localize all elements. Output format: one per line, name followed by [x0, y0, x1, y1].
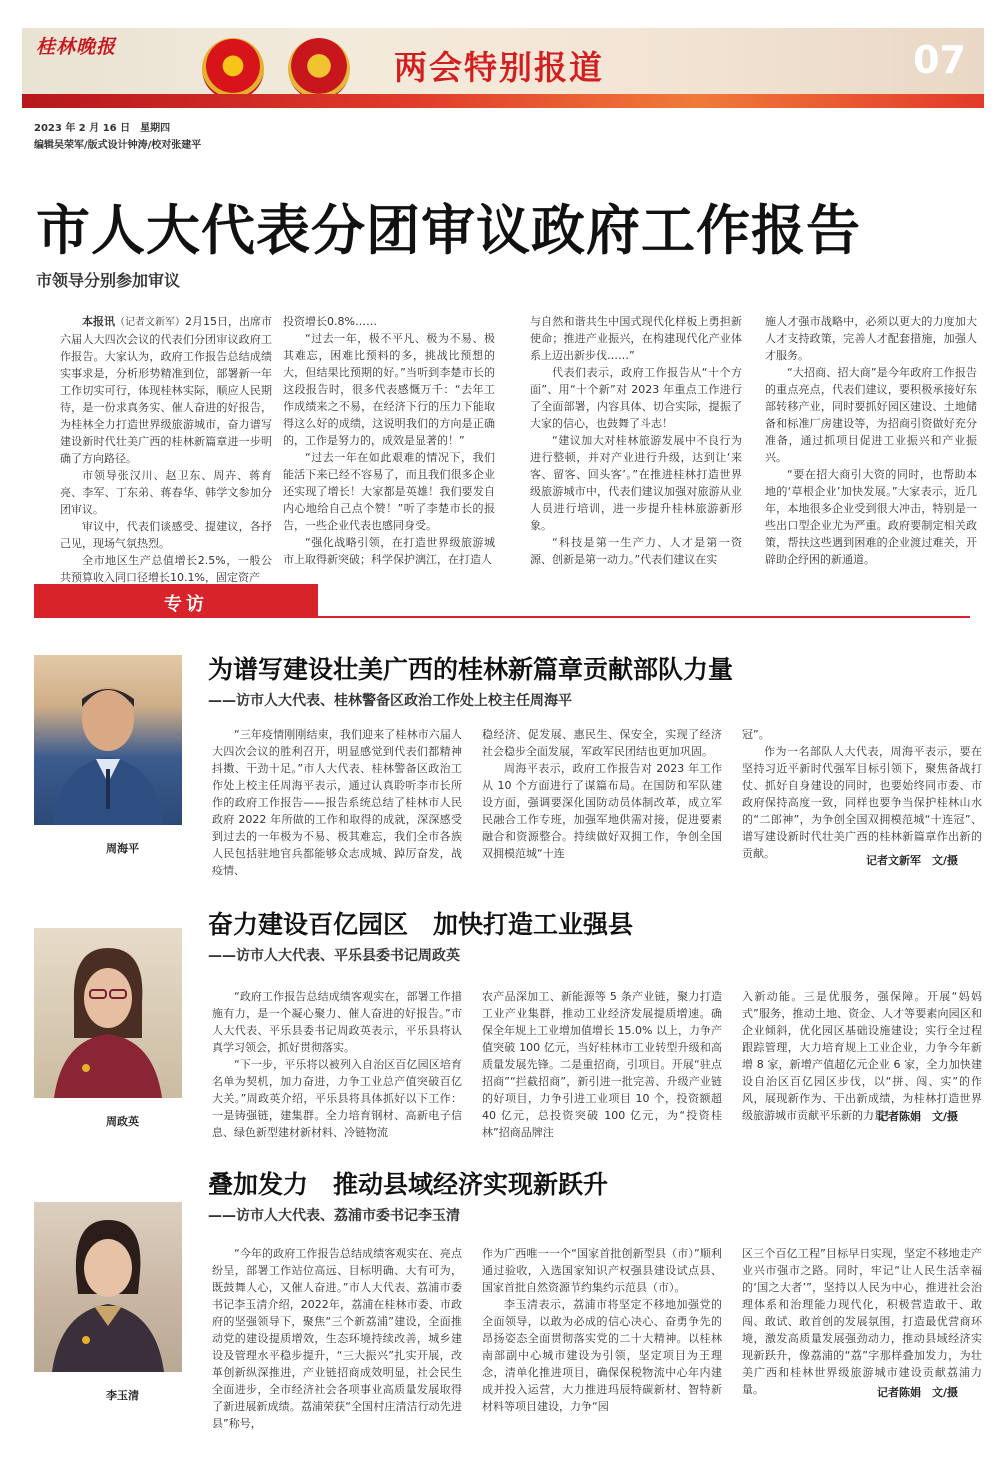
- interview-title: 叠加发力 推动县域经济实现新跃升: [208, 1170, 609, 1199]
- paragraph: “过去一年，极不平凡、极为不易、极其难忘，困难比预料的多，挑战比预想的大，但结果比预期的好。”当听到李楚市长的这段报告时，很多代表感慨万千：“去年工作成绩来之不易，在经济下行的压力下能取得这么好的成绩，这说明我们的方向是正确的，工作是努力的，成效是显著的！”: [283, 332, 495, 447]
- interview-column: [482, 988, 722, 1141]
- interview-subtitle: ——访市人大代表、平乐县委书记周政英: [208, 948, 460, 964]
- section-title: 两会特别报道: [394, 48, 604, 87]
- newspaper-logo: 桂林晚报: [36, 36, 117, 58]
- interview-column: [482, 1245, 722, 1415]
- interview-column: [212, 726, 462, 879]
- paragraph: “今年的政府工作报告总结成绩客观实在、亮点纷呈，部署工作站位高远、目标明确、大有可为，既鼓舞人心，又催人奋进。”市人大代表、荔浦市委书记李玉清介绍，2022年，荔浦在桂林市委、市政府的坚强领导下，聚焦“三个新荔浦”建设，全面推动党的建设提质增效，生态环境持续改善，城乡建设及管理水平稳步提升，“三大振兴”扎实开展，改革创新纵深推进，产业链招商成效明显，社会民生全面进步，全市经济社会各项事业高质量发展取得了新进展新成绩。荔浦荣获“全国村庄清洁行动先进县”称号，: [212, 1247, 462, 1430]
- interview-column: [212, 988, 462, 1141]
- byline: 记者陈娟 文/摄: [876, 1110, 958, 1123]
- paragraph: 冠”。: [742, 728, 770, 741]
- paragraph: 2月15日，出席市六届人大四次会议的代表们分团审议政府工作报告。大家认为，政府工作报告总结成绩实事求是，分析形势精准到位，部署新一年工作切实可行，体现桂林实际，顺应人民期待，是一份求真务实、催人奋进的好报告，为桂林全力打造世界级旅游城市，奋力谱写建设新时代壮美广西的桂林新篇章进一步明确了方向路径。: [60, 315, 272, 465]
- paragraph: “下一步，平乐将以被列入自治区百亿园区培育名单为契机，加力奋进，力争工业总产值突破百亿大关。”周政英介绍，平乐县将具体抓好以下工作：一是铸强链，建集群。全力培育钢材、高新电子信息、绿色新型建材新材料、冷链物流: [212, 1058, 462, 1139]
- masthead-stripe: [22, 94, 984, 108]
- paragraph: 作为广西唯一一个“国家首批创新型县（市）”顺利通过验收，入选国家知识产权强县建设试点县、国家首批自然资源节约集约示范县（市）。: [482, 1247, 722, 1294]
- masthead: [22, 28, 984, 108]
- cppcc-emblem-icon: [288, 38, 350, 100]
- paragraph: 施人才强市战略中，必须以更大的力度加大人才支持政策，完善人才配套措施，加强人才服务。: [765, 315, 977, 362]
- paragraph: “强化战略引领，在打造世界级旅游城市上取得新突破；科学保护漓江，在打造人: [283, 536, 495, 566]
- interview-title: 为谱写建设壮美广西的桂林新篇章贡献部队力量: [208, 655, 734, 684]
- portrait-photo: [34, 655, 182, 825]
- paragraph: “要在招大商引大资的同时，也帮助本地的‘草根企业’加快发展。”大家表示，近几年，本地很多企业受到很大冲击，特别是一些出口型企业尤为严重。政府要制定相关政策，帮扶这些遇到困难的企业渡过难关，开辟助企纾困的新通道。: [765, 468, 977, 566]
- banner-rule: [318, 616, 970, 618]
- dateline-tag: 本报讯: [82, 315, 115, 328]
- main-article-column-1: [60, 313, 272, 586]
- paragraph: “政府工作报告总结成绩客观实在，部署工作措施有力，是一个凝心聚力、催人奋进的好报告。”市人大代表、平乐县委书记周政英表示，平乐县将认真学习领会，抓好贯彻落实。: [212, 990, 462, 1054]
- portrait-photo: [34, 928, 182, 1098]
- interview-column: [482, 726, 722, 862]
- portrait-figure-icon: [34, 655, 182, 825]
- paragraph: 审议中，代表们谈感受、提建议，各抒己见，现场气氛热烈。: [60, 520, 272, 550]
- national-emblem-icon: [202, 38, 264, 100]
- editor-line: 编辑吴荣军/版式设计钟涛/校对张建平: [34, 140, 202, 151]
- portrait-photo: [34, 1202, 182, 1372]
- interview-column: [742, 726, 982, 862]
- byline: 记者陈娟 文/摄: [876, 1386, 958, 1399]
- dateline-reporter: （记者文新军）: [115, 317, 185, 328]
- paragraph: 代表们表示，政府工作报告从“十个方面”、用“十个新”对 2023 年重点工作进行了全面部署，内容具体、切合实际，提振了大家的信心，也鼓舞了斗志！: [530, 366, 742, 430]
- paragraph: 区三个百亿工程”目标早日实现，坚定不移地走产业兴市强市之路。同时，牢记“让人民生活幸福的‘国之大者’”，坚持以人民为中心，推进社会治理体系和治理能力现代化，积极营造敢干、敢闯、敢试、敢首创的发展氛围，打造最优营商环境，激发高质量发展强劲动力，推动县域经济实现新跃升，像荔浦的“荔”字那样叠加发力，为壮美广西和桂林世界级旅游城市建设贡献荔浦力量。: [742, 1247, 982, 1396]
- paragraph: 李玉清表示，荔浦市将坚定不移地加强党的全面领导，以敢为必成的信心决心、奋勇争先的昂扬姿态全面贯彻落实党的二十大精神。以桂林南部副中心城市建设为引领，坚定项目为王理念，清单化推进项目，确保保税物流中心年内建成并投入运营，大力推进玛辰特碳新材、智特新材料等项目建设，力争“园: [482, 1298, 722, 1413]
- paragraph: 稳经济、促发展、惠民生、保安全，实现了经济社会稳步全面发展，军政军民团结也更加巩固。: [482, 728, 722, 758]
- banner-label: 专访: [164, 594, 208, 615]
- photo-caption: 周海平: [106, 842, 139, 855]
- date-line: 2023 年 2 月 16 日 星期四: [34, 123, 171, 134]
- paragraph: “大招商、招大商”是今年政府工作报告的重点亮点，代表们建议，要积极承接好东部转移产业，同时要抓好园区建设、土地储备和标准厂房建设等，为招商引资做好充分准备，通过抓项目促进工业振兴和产业振兴。: [765, 366, 977, 464]
- paragraph: “过去一年在如此艰难的情况下，我们能活下来已经不容易了，而且我们很多企业还实现了增长！大家都是英雄！我们要发自内心地给自己点个赞！”听了李楚市长的报告，一些企业代表也感同身受。: [283, 451, 495, 532]
- interview-subtitle: ——访市人大代表、桂林警备区政治工作处上校主任周海平: [208, 693, 572, 709]
- paragraph: 农产品深加工、新能源等 5 条产业链，聚力打造工业产业集群，推动工业经济发展提质增速。确保全年规上工业增加值增长 15.0% 以上，力争产值突破 100 亿元，当好桂林市工业转型升级和高质量发展先锋。二是重招商，引项目。开展“驻点招商”“拦截招商”，新引进一批完善、升级产业链的好项目，力争引进工业项目 10 个，投资额超 40 亿元，总投资突破 100 亿元，为“投资桂林”招商品牌注: [482, 990, 722, 1139]
- interview-column: [742, 988, 982, 1124]
- paragraph: 与自然和谐共生中国式现代化样板上勇担新使命；推进产业振兴，在构建现代化产业体系上迈出新步伐……”: [530, 315, 742, 362]
- paragraph: 入新动能。三是优服务，强保障。开展“妈妈式”服务，推动土地、资金、人才等要素向园区和企业倾斜，优化园区基础设施建设；实行全过程跟踪管理，大力培育规上工业企业，力争今年新增 8 家，新增产值超亿元企业 6 家，全力加快建设自治区百亿园区步伐，以“拼、闯、实”的作风，展现新作为、干出新成绩，为桂林打造世界级旅游城市贡献平乐新的力量！: [742, 990, 982, 1122]
- paragraph: 作为一名部队人大代表，周海平表示，要在坚持习近平新时代强军目标引领下，聚焦备战打仗、抓好自身建设的同时，也要始终同市委、市政府保持高度一致，同样也要争当保护桂林山水的“二郎神”，为争创全国双拥模范城“十连冠”、谱写建设新时代壮美广西的桂林新篇章作出新的贡献。: [742, 745, 982, 860]
- paragraph: “建议加大对桂林旅游发展中不良行为进行整顿，并对产业进行升级，达到让‘来客、留客、回头客’。”在推进桂林打造世界级旅游城市中，代表们建议加强对旅游从业人员进行培训，进一步提升桂林旅游新形象。: [530, 434, 742, 532]
- paragraph: 投资增长0.8%……: [283, 315, 377, 328]
- paragraph: 全市地区生产总值增长2.5%，一般公共预算收入同口径增长10.1%，固定资产: [60, 554, 272, 584]
- main-headline: 市人大代表分团审议政府工作报告: [36, 199, 861, 262]
- main-article-column-3: [530, 313, 742, 568]
- byline: 记者文新军 文/摄: [865, 854, 958, 867]
- interview-subtitle: ——访市人大代表、荔浦市委书记李玉清: [208, 1208, 460, 1224]
- paragraph: “三年疫情刚刚结束，我们迎来了桂林市六届人大四次会议的胜利召开，明显感觉到代表们都精神抖擞、干劲十足。”市人大代表、桂林警备区政治工作处上校主任周海平表示，通过认真聆听李市长所作的政府工作报告——报告系统总结了桂林市人民政府 2022 年所做的工作和取得的成就，深深感受到过去的一年极为不易、极其难忘，我们全市各族人民包括驻地官兵都能够众志成城、踔厉奋发，战疫情、: [212, 728, 462, 877]
- paragraph: “科技是第一生产力、人才是第一资源、创新是第一动力。”代表们建议在实: [530, 536, 742, 566]
- portrait-figure-icon: [34, 1202, 182, 1372]
- interview-title: 奋力建设百亿园区 加快打造工业强县: [208, 910, 634, 939]
- photo-caption: 李玉清: [106, 1389, 139, 1402]
- paragraph: 市领导张汉川、赵卫东、周卉、蒋育亮、李军、丁东弟、蒋春华、韩学文参加分团审议。: [60, 469, 272, 516]
- page-number: 07: [913, 38, 966, 82]
- portrait-figure-icon: [34, 928, 182, 1098]
- photo-caption: 周政英: [106, 1115, 139, 1128]
- main-article-column-4: [765, 313, 977, 568]
- main-subhead: 市领导分别参加审议: [36, 271, 181, 290]
- interview-column: [742, 1245, 982, 1398]
- banner-label-box: [34, 584, 318, 618]
- interview-column: [212, 1245, 462, 1432]
- paragraph: 周海平表示，政府工作报告对 2023 年工作从 10 个方面进行了谋篇布局。在国防和军队建设方面，强调要深化国防动员体制改革，成立军民融合工作专班，加强军地供需对接，促进要素融合和资源整合。持续做好双拥工作，争创全国双拥模范城“十连: [482, 762, 722, 860]
- main-article-column-2: [283, 313, 495, 568]
- interview-banner: [34, 584, 970, 618]
